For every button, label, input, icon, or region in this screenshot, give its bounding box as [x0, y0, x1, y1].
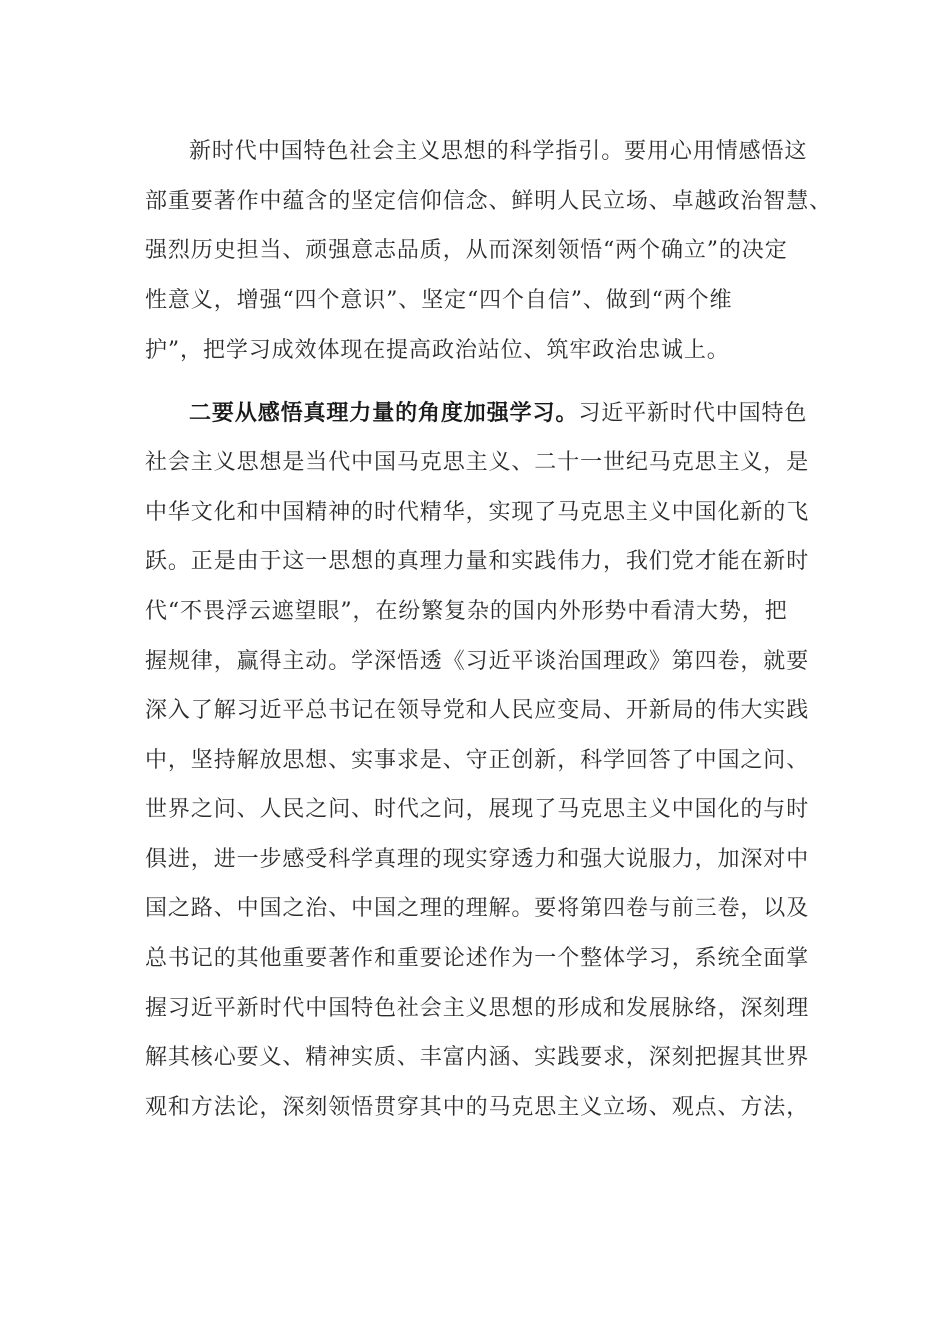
paragraph-2-first-line-text: 习近平新时代中国特色: [578, 401, 808, 426]
paragraph-2-heading: 二要从感悟真理力量的角度加强学习。: [189, 401, 579, 426]
paragraph-2-line-14: 解其核心要义、精神实质、丰富内涵、实践要求，深刻把握其世界: [145, 1045, 810, 1070]
paragraph-2-line-9: 世界之问、人民之问、时代之问，展现了马克思主义中国化的与时: [145, 797, 810, 822]
paragraph-1-line-5: 护”，把学习成效体现在提高政治站位、筑牢政治忠诚上。: [145, 338, 730, 363]
paragraph-2-line-8: 中，坚持解放思想、实事求是、守正创新，科学回答了中国之问、: [145, 748, 810, 773]
paragraph-2-line-6: 握规律，赢得主动。学深悟透《习近平谈治国理政》第四卷，就要: [145, 649, 810, 674]
paragraph-1-line-4: 性意义，增强“四个意识”、坚定“四个自信”、做到“两个维: [145, 288, 733, 313]
paragraph-2-line-7: 深入了解习近平总书记在领导党和人民应变局、开新局的伟大实践: [145, 698, 810, 723]
paragraph-2-line-4: 跃。正是由于这一思想的真理力量和实践伟力，我们党才能在新时: [145, 549, 810, 574]
paragraph-1-line-2: 部重要著作中蕴含的坚定信仰信念、鲜明人民立场、卓越政治智慧、: [145, 189, 833, 214]
paragraph-2-line-5: 代“不畏浮云遮望眼”，在纷繁复杂的国内外形势中看清大势，把: [145, 599, 788, 624]
paragraph-2-line-15: 观和方法论，深刻领悟贯穿其中的马克思主义立场、观点、方法，: [145, 1095, 810, 1120]
paragraph-2-line-12: 总书记的其他重要著作和重要论述作为一个整体学习，系统全面掌: [145, 946, 810, 971]
paragraph-1-line-1: 新时代中国特色社会主义思想的科学指引。要用心用情感悟这: [189, 139, 808, 164]
paragraph-2-line-11: 国之路、中国之治、中国之理的理解。要将第四卷与前三卷，以及: [145, 896, 810, 921]
paragraph-2-line-2: 社会主义思想是当代中国马克思主义、二十一世纪马克思主义，是: [145, 450, 810, 475]
paragraph-2-line-10: 俱进，进一步感受科学真理的现实穿透力和强大说服力，加深对中: [145, 847, 810, 872]
paragraph-2-line-13: 握习近平新时代中国特色社会主义思想的形成和发展脉络，深刻理: [145, 996, 810, 1021]
paragraph-2-line-3: 中华文化和中国精神的时代精华，实现了马克思主义中国化新的飞: [145, 500, 810, 525]
paragraph-1-line-3: 强烈历史担当、顽强意志品质，从而深刻领悟“两个确立”的决定: [145, 238, 788, 263]
paragraph-2-line-1: [189, 394, 807, 434]
